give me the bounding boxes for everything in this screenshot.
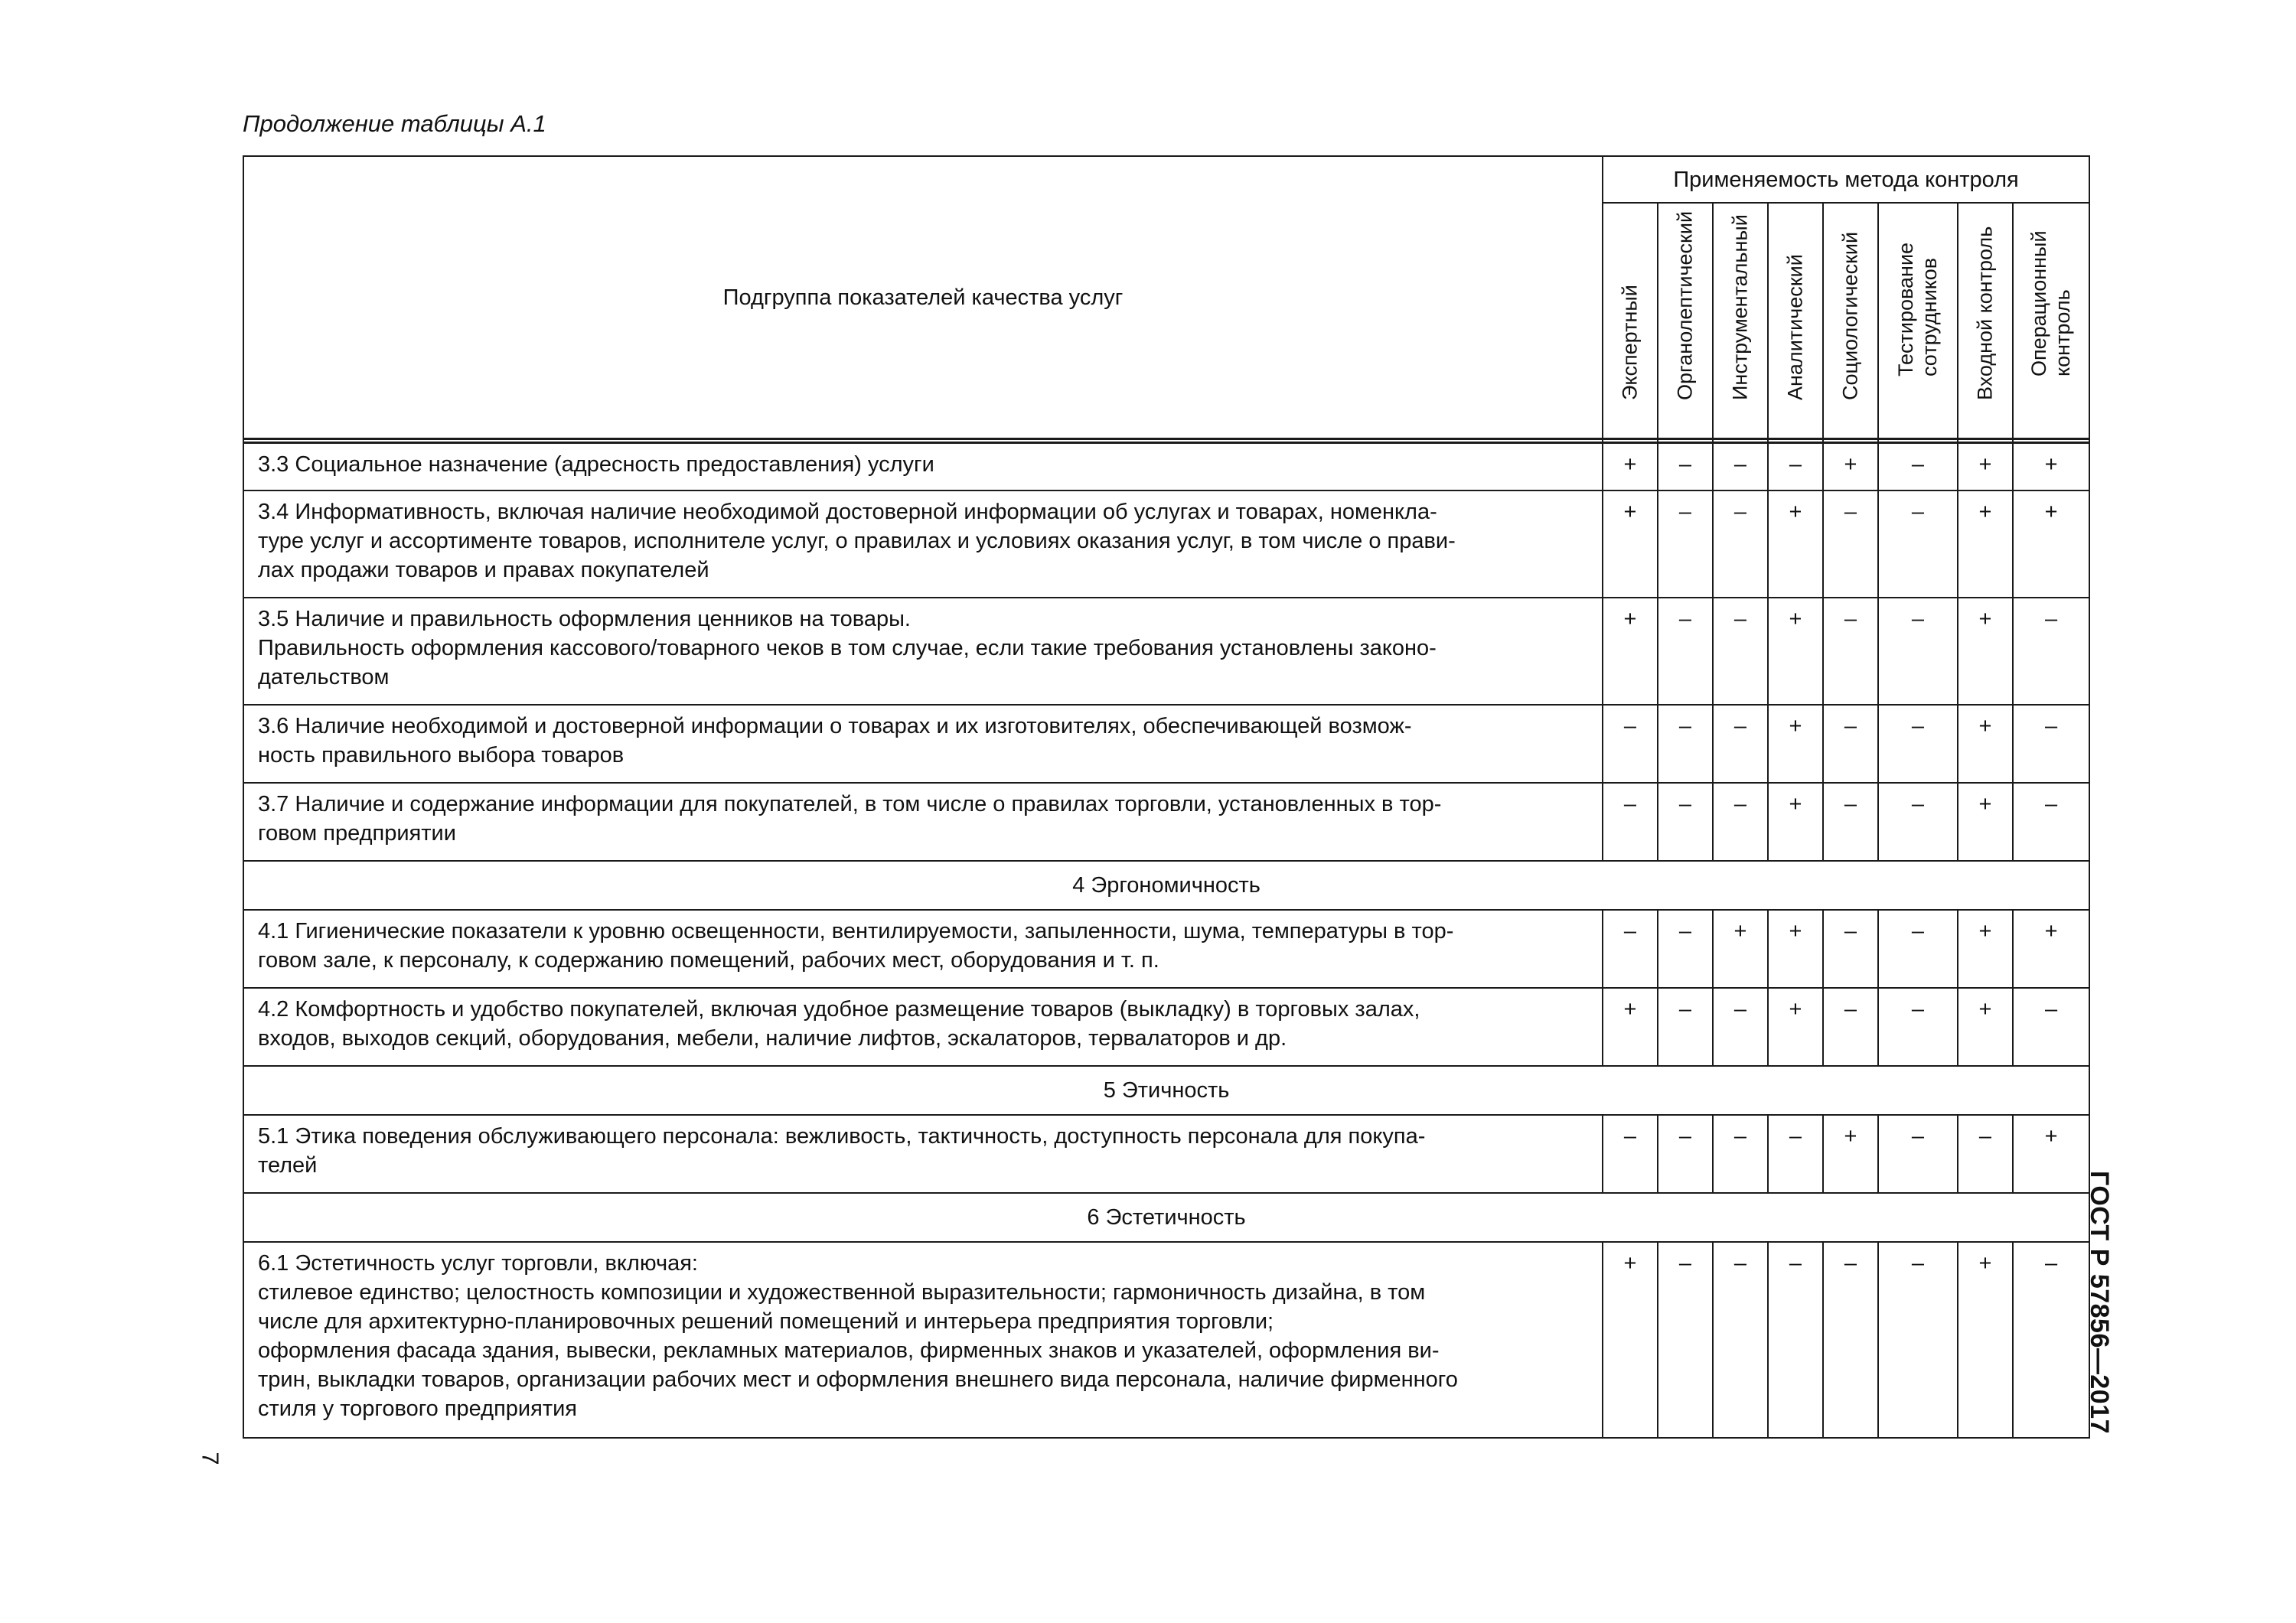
method-header-organoleptic — [1658, 203, 1713, 439]
description-line: трин, выкладки товаров, организации рабочих мест и оформления внешнего вида персонала, наличие фирменного — [258, 1367, 1458, 1392]
indicator-description — [243, 598, 1603, 705]
indicator-description — [243, 490, 1603, 598]
mark-cell: – — [2013, 705, 2089, 783]
mark-cell: – — [1958, 1115, 2013, 1193]
table-caption: Продолжение таблицы А.1 — [243, 110, 546, 137]
description-line: 4.1 Гигиенические показатели к уровню освещенности, вентилируемости, запыленности, шума, температуры в тор- — [258, 918, 1454, 943]
indicator-description — [243, 1242, 1603, 1438]
header-row-top — [243, 156, 2089, 203]
description-line: 4.2 Комфортность и удобство покупателей, включая удобное размещение товаров (выкладку) в торговых залах, — [258, 996, 1420, 1022]
mark-cell: + — [1823, 1115, 1878, 1193]
mark-cell: – — [1768, 1242, 1823, 1438]
mark-cell: + — [1603, 988, 1658, 1066]
indicator-description — [243, 783, 1603, 861]
mark-cell: + — [1768, 988, 1823, 1066]
indicator-description — [243, 705, 1603, 783]
mark-cell: + — [1768, 910, 1823, 988]
mark-cell: – — [1658, 1115, 1713, 1193]
table-row — [243, 490, 2089, 598]
mark-cell: + — [1768, 705, 1823, 783]
mark-cell: + — [1603, 1242, 1658, 1438]
table-row — [243, 910, 2089, 988]
section-row — [243, 861, 2089, 910]
description-line: стиля у торгового предприятия — [258, 1396, 578, 1421]
description-line: говом зале, к персоналу, к содержанию помещений, рабочих мест, оборудования и т. п. — [258, 947, 1159, 973]
mark-cell: + — [1958, 705, 2013, 783]
mark-cell: – — [1713, 705, 1768, 783]
description-line: говом предприятии — [258, 820, 456, 846]
method-label: Органолептический — [1673, 210, 1697, 400]
column-header-method-group: Применяемость метода контроля — [1603, 156, 2089, 203]
mark-cell: – — [2013, 1242, 2089, 1438]
table-row — [243, 1242, 2089, 1438]
mark-cell: – — [1878, 988, 1958, 1066]
mark-cell: – — [1603, 783, 1658, 861]
mark-cell: – — [1878, 490, 1958, 598]
mark-cell: – — [1713, 598, 1768, 705]
section-title-ergonomics: 4 Эргономичность — [243, 861, 2089, 910]
mark-cell: + — [2013, 910, 2089, 988]
mark-cell: + — [2013, 490, 2089, 598]
indicator-description — [243, 443, 1603, 490]
indicator-description — [243, 910, 1603, 988]
section-row — [243, 1193, 2089, 1242]
mark-cell: – — [1768, 1115, 1823, 1193]
method-header-analytical — [1768, 203, 1823, 439]
mark-cell: + — [1958, 783, 2013, 861]
mark-cell: – — [1658, 988, 1713, 1066]
description-line: числе для архитектурно-планировочных решений помещений и интерьера предприятия торговли; — [258, 1309, 1274, 1334]
mark-cell: + — [1958, 1242, 2013, 1438]
method-label: Входной контроль — [1973, 226, 1997, 400]
mark-cell: – — [1823, 988, 1878, 1066]
description-line: стилевое единство; целостность композиции и художественной выразительности; гармоничность дизайна, в том — [258, 1279, 1426, 1305]
method-header-expert — [1603, 203, 1658, 439]
section-title-aesthetics: 6 Эстетичность — [243, 1193, 2089, 1242]
mark-cell: – — [1658, 490, 1713, 598]
method-label: Аналитический — [1783, 254, 1807, 400]
table-row — [243, 988, 2089, 1066]
description-line: 3.7 Наличие и содержание информации для покупателей, в том числе о правилах торговли, установленных в тор- — [258, 791, 1442, 816]
mark-cell: – — [1768, 443, 1823, 490]
description-line: 3.4 Информативность, включая наличие необходимой достоверной информации об услугах и товарах, номенкла- — [258, 499, 1437, 524]
table-row — [243, 1115, 2089, 1193]
mark-cell: – — [1878, 910, 1958, 988]
method-header-operational-control — [2013, 203, 2089, 439]
indicator-description — [243, 1115, 1603, 1193]
mark-cell: – — [2013, 988, 2089, 1066]
mark-cell: + — [1768, 783, 1823, 861]
description-line: оформления фасада здания, вывески, рекламных материалов, фирменных знаков и указателей, оформления ви- — [258, 1338, 1440, 1363]
mark-cell: – — [1658, 783, 1713, 861]
mark-cell: – — [1658, 443, 1713, 490]
description-line: ность правильного выбора товаров — [258, 742, 625, 768]
mark-cell: + — [1958, 598, 2013, 705]
mark-cell: – — [1878, 443, 1958, 490]
description-line: 5.1 Этика поведения обслуживающего персонала: вежливость, тактичность, доступность персонала для покупа- — [258, 1123, 1426, 1149]
method-header-incoming-control — [1958, 203, 2013, 439]
table-row — [243, 598, 2089, 705]
mark-cell: + — [1823, 443, 1878, 490]
mark-cell: – — [1713, 490, 1768, 598]
mark-cell: + — [1958, 988, 2013, 1066]
mark-cell: + — [2013, 1115, 2089, 1193]
mark-cell: + — [1713, 910, 1768, 988]
description-line: 6.1 Эстетичность услуг торговли, включая: — [258, 1250, 698, 1276]
mark-cell: – — [1603, 910, 1658, 988]
mark-cell: – — [1713, 988, 1768, 1066]
mark-cell: – — [1603, 705, 1658, 783]
mark-cell: – — [1878, 705, 1958, 783]
mark-cell: + — [1603, 490, 1658, 598]
mark-cell: – — [1878, 783, 1958, 861]
mark-cell: + — [2013, 443, 2089, 490]
mark-cell: – — [1823, 598, 1878, 705]
quality-control-table — [243, 155, 2090, 1439]
mark-cell: – — [1603, 1115, 1658, 1193]
page-number: 7 — [197, 1452, 224, 1465]
description-line: 3.3 Социальное назначение (адресность предоставления) услуги — [258, 452, 934, 477]
method-label: Тестирование сотрудников — [1894, 242, 1941, 376]
indicator-description — [243, 988, 1603, 1066]
description-line: 3.5 Наличие и правильность оформления ценников на товары. — [258, 606, 911, 631]
mark-cell: – — [1878, 1115, 1958, 1193]
mark-cell: – — [1658, 910, 1713, 988]
method-header-sociological — [1823, 203, 1878, 439]
table-row — [243, 443, 2089, 490]
description-line: Правильность оформления кассового/товарного чеков в том случае, если такие требования установлены законо- — [258, 635, 1437, 660]
mark-cell: – — [1823, 1242, 1878, 1438]
section-title-ethics: 5 Этичность — [243, 1066, 2089, 1115]
mark-cell: – — [1713, 1115, 1768, 1193]
mark-cell: – — [2013, 783, 2089, 861]
mark-cell: – — [1713, 1242, 1768, 1438]
mark-cell: – — [1823, 705, 1878, 783]
method-label: Экспертный — [1618, 285, 1642, 400]
mark-cell: + — [1768, 598, 1823, 705]
description-line: лах продажи товаров и правах покупателей — [258, 557, 709, 582]
mark-cell: + — [1603, 598, 1658, 705]
mark-cell: + — [1603, 443, 1658, 490]
mark-cell: – — [1878, 598, 1958, 705]
mark-cell: – — [1823, 783, 1878, 861]
description-line: туре услуг и ассортименте товаров, исполнителе услуг, о правилах и условиях оказания услуг, в том числе о прави- — [258, 528, 1456, 553]
column-header-indicators: Подгруппа показателей качества услуг — [243, 156, 1603, 439]
mark-cell: – — [1823, 910, 1878, 988]
method-label: Операционный контроль — [2027, 230, 2075, 376]
method-label: Социологический — [1838, 231, 1862, 400]
method-header-staff-testing — [1878, 203, 1958, 439]
mark-cell: – — [1713, 783, 1768, 861]
method-header-instrumental — [1713, 203, 1768, 439]
mark-cell: – — [1713, 443, 1768, 490]
description-line: 3.6 Наличие необходимой и достоверной информации о товарах и их изготовителях, обеспечивающей возмож- — [258, 713, 1412, 738]
description-line: входов, выходов секций, оборудования, мебели, наличие лифтов, эскалаторов, тервалаторов и др. — [258, 1025, 1287, 1051]
mark-cell: – — [1658, 598, 1713, 705]
mark-cell: – — [1658, 705, 1713, 783]
table-row — [243, 705, 2089, 783]
mark-cell: + — [1768, 490, 1823, 598]
description-line: телей — [258, 1152, 318, 1178]
mark-cell: – — [1823, 490, 1878, 598]
mark-cell: + — [1958, 443, 2013, 490]
method-label: Инструментальный — [1728, 214, 1752, 400]
table-row — [243, 783, 2089, 861]
mark-cell: + — [1958, 490, 2013, 598]
mark-cell: + — [1958, 910, 2013, 988]
mark-cell: – — [1878, 1242, 1958, 1438]
mark-cell: – — [1658, 1242, 1713, 1438]
mark-cell: – — [2013, 598, 2089, 705]
description-line: дательством — [258, 664, 390, 689]
section-row — [243, 1066, 2089, 1115]
standard-code: ГОСТ Р 57856—2017 — [2085, 1171, 2114, 1435]
